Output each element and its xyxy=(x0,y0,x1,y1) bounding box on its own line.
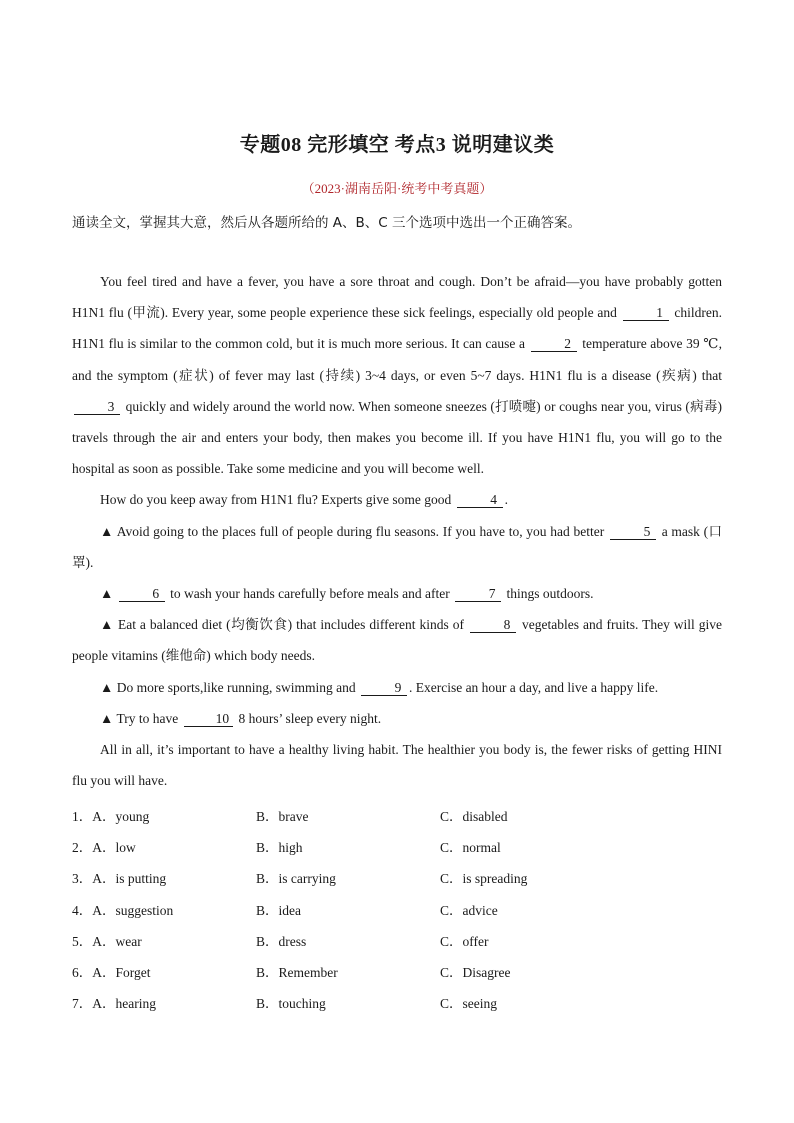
option-a: 2．A．low xyxy=(72,840,136,856)
text: ▲ Do more sports,like running, swimming and xyxy=(100,679,356,695)
option-c: C．normal xyxy=(440,840,501,856)
paragraph-5 xyxy=(72,609,722,671)
option-row-7 xyxy=(72,984,722,1015)
text: . xyxy=(504,492,509,508)
paragraph-6 xyxy=(72,672,722,703)
option-c: C．seeing xyxy=(440,996,497,1012)
page-title: 专题08 完形填空 考点3 说明建议类 xyxy=(239,134,555,156)
paragraph-2 xyxy=(72,484,722,515)
option-b: B．high xyxy=(256,840,303,856)
option-b: B．brave xyxy=(256,809,309,824)
option-row-1 xyxy=(72,797,722,828)
blank-8: 8 xyxy=(470,618,516,633)
option-a: 3．A．is putting xyxy=(72,871,167,887)
blank-7: 7 xyxy=(455,587,501,602)
source-note: （2023·湖南岳阳·统考中考真题） xyxy=(301,181,493,196)
text: . Exercise an hour a day, and live a happy life. xyxy=(408,679,659,695)
instruction-text: 通读全文，掌握其大意，然后从各题所给的 A、B、C 三个选项中选出一个正确答案。 xyxy=(72,215,582,231)
option-c: C．advice xyxy=(440,902,498,918)
text: temperature above 39 ℃, and the symptom (症状) of fever may last (持续) 3~4 days, or even 5~7 days. H1N1 flu is a disease (疾病) that xyxy=(72,336,722,383)
option-a: 6．A．Forget xyxy=(72,964,151,980)
text: a mask (口罩). xyxy=(72,523,722,570)
option-b: B．is carrying xyxy=(256,871,336,887)
option-b: B．Remember xyxy=(256,964,338,980)
text: All in all, it’s important to have a healthy living habit. The healthier you body is, the fewer risks of getting HINI flu you will have. xyxy=(72,742,722,789)
text: children. H1N1 flu is similar to the common cold, but it is much more serious. It can cause a xyxy=(72,305,723,352)
passage xyxy=(72,266,722,796)
answer-options xyxy=(72,797,722,1015)
option-c: C．Disagree xyxy=(440,964,511,980)
option-a: 4．A．suggestion xyxy=(72,902,174,918)
paragraph-1 xyxy=(72,266,722,484)
option-b: B．touching xyxy=(256,996,326,1012)
paragraph-8 xyxy=(72,734,722,796)
text: 8 hours’ sleep every night. xyxy=(238,710,382,726)
text: How do you keep away from H1N1 flu? Experts give some good xyxy=(100,492,452,508)
blank-1: 1 xyxy=(623,306,669,321)
option-a: 5．A．wear xyxy=(72,933,142,949)
text: ▲ xyxy=(100,586,114,602)
text: ▲ Avoid going to the places full of people during flu seasons. If you have to, you had better xyxy=(100,523,605,539)
option-c: C．is spreading xyxy=(440,871,528,887)
paragraph-4 xyxy=(72,578,722,609)
text: to wash your hands carefully before meals and after xyxy=(170,586,450,602)
text: ▲ Try to have xyxy=(100,710,179,726)
option-row-4 xyxy=(72,891,722,922)
blank-3: 3 xyxy=(74,400,120,415)
blank-4: 4 xyxy=(457,493,503,508)
option-row-2 xyxy=(72,828,722,859)
option-a: 1．A．young xyxy=(72,809,150,824)
option-row-5 xyxy=(72,922,722,953)
text: things outdoors. xyxy=(506,586,594,602)
blank-2: 2 xyxy=(531,337,577,352)
paragraph-3 xyxy=(72,516,722,578)
blank-9: 9 xyxy=(361,681,407,696)
text: You feel tired and have a fever, you have a sore throat and cough. Don’t be afraid—you have probably gotten H1N1 flu (甲流). Every year, some people experience these sick feelings, especially old people and xyxy=(72,274,722,321)
blank-10: 10 xyxy=(184,712,234,727)
option-row-6 xyxy=(72,953,722,984)
text: vegetables and fruits. They will give people vitamins (维他命) which body needs. xyxy=(72,617,723,664)
blank-5: 5 xyxy=(610,525,656,540)
paragraph-7 xyxy=(72,703,722,734)
option-row-3 xyxy=(72,859,722,890)
text: quickly and widely around the world now. When someone sneezes (打喷嚏) or coughs near you, virus (病毒) travels through the air and enters your body, then makes you become ill. If you have H1N1 flu, you will go to the hospital as soon as possible. Take some medicine and you will become well. xyxy=(72,398,723,477)
option-c: C．offer xyxy=(440,933,489,949)
option-b: B．idea xyxy=(256,902,301,918)
option-b: B．dress xyxy=(256,933,307,949)
blank-6: 6 xyxy=(119,587,165,602)
option-a: 7．A．hearing xyxy=(72,996,156,1012)
option-c: C．disabled xyxy=(440,809,508,824)
text: ▲ Eat a balanced diet (均衡饮食) that includes different kinds of xyxy=(100,617,465,633)
